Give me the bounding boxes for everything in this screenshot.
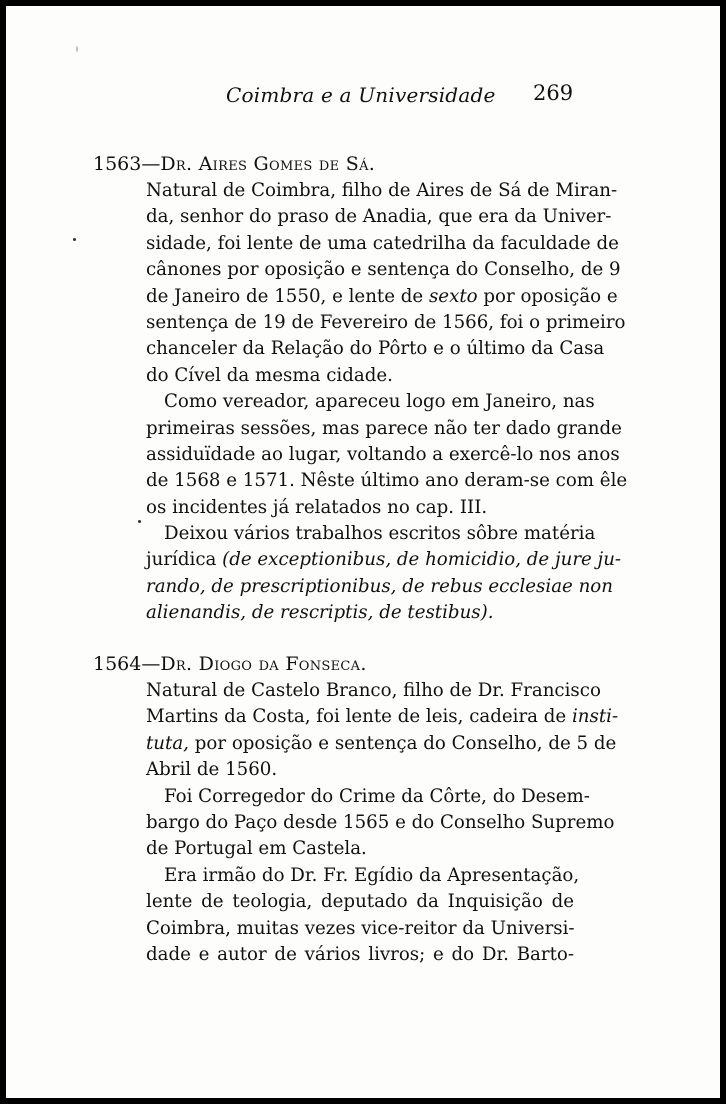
entry-name: Dr. Aires Gomes de Sá. [160, 153, 376, 175]
text-line: alienandis, de rescriptis, de testibus). [146, 602, 494, 624]
entry-heading [93, 150, 720, 178]
book-page [6, 6, 720, 1098]
text-line: Coimbra, muitas vezes vice-reitor da Universi- [146, 917, 575, 939]
scan-speck [138, 520, 141, 523]
text-line: tuta, por oposição e sentença do Conselho, de 5 de [146, 732, 617, 754]
text-line: Martins da Costa, foi lente de leis, cadeira de insti- [146, 706, 619, 728]
text-line: jurídica (de exceptionibus, de homicidio, de jure ju- [146, 549, 622, 571]
text-line: Como vereador, apareceu logo em Janeiro, nas [164, 391, 595, 413]
text-line: chanceler da Relação do Pôrto e o último da Casa [146, 338, 605, 360]
entry-1564 [6, 650, 720, 968]
text-line: rando, de prescriptionibus, de rebus ecclesiae non [146, 575, 613, 597]
text-line: do Cível da mesma cidade. [146, 364, 393, 386]
page-number: 269 [533, 81, 574, 105]
entry-dash: — [141, 153, 161, 175]
text-line: sidade, foi lente de uma catedrilha da faculdade de [146, 232, 619, 254]
entry-year: 1564 [93, 653, 142, 675]
text-line: os incidentes já relatados no cap. III. [146, 496, 488, 518]
text-line: Natural de Castelo Branco, filho de Dr. Francisco [146, 680, 601, 701]
text-line: cânones por oposição e sentença do Conselho, de 9 [146, 259, 621, 281]
text-line: sentença de 19 de Fevereiro de 1566, foi o primeiro [146, 311, 626, 333]
text-line: de Janeiro de 1550, e lente de sexto por oposição e [146, 285, 618, 307]
entry-year: 1563 [93, 153, 142, 175]
text-line: Era irmão do Dr. Fr. Egídio da Apresentação, [164, 864, 580, 886]
text-line: da, senhor do praso de Anadia, que era da Univer- [146, 206, 612, 228]
running-head [6, 83, 720, 113]
scan-speck [76, 46, 78, 52]
entry-heading [93, 650, 720, 678]
text-line: Natural de Coimbra, filho de Aires de Sá de Miran- [146, 180, 618, 201]
entry-body [146, 678, 619, 968]
text-line: de 1568 e 1571. Nêste último ano deram-se com êle [146, 470, 628, 492]
scan-speck [73, 238, 76, 241]
entry-name: Dr. Diogo da Fonseca. [160, 653, 367, 675]
text-line: dade e autor de vários livros; e do Dr. Barto- [146, 943, 574, 965]
entry-1563 [6, 150, 720, 627]
text-line: lente de teologia, deputado da Inquisição de [146, 891, 574, 913]
text-line: Deixou vários trabalhos escritos sôbre matéria [164, 523, 596, 545]
entry-body [146, 178, 628, 627]
text-line: Abril de 1560. [146, 759, 278, 781]
text-line: assiduïdade ao lugar, voltando a exercê-lo nos anos [146, 443, 620, 465]
text-line: bargo do Paço desde 1565 e do Conselho Supremo [146, 811, 615, 833]
running-title: Coimbra e a Universidade [226, 83, 496, 107]
text-line: de Portugal em Castela. [146, 838, 367, 860]
text-line: primeiras sessões, mas parece não ter dado grande [146, 417, 622, 439]
text-line: Foi Corregedor do Crime da Côrte, do Desem- [164, 785, 590, 807]
entry-dash: — [141, 653, 161, 675]
